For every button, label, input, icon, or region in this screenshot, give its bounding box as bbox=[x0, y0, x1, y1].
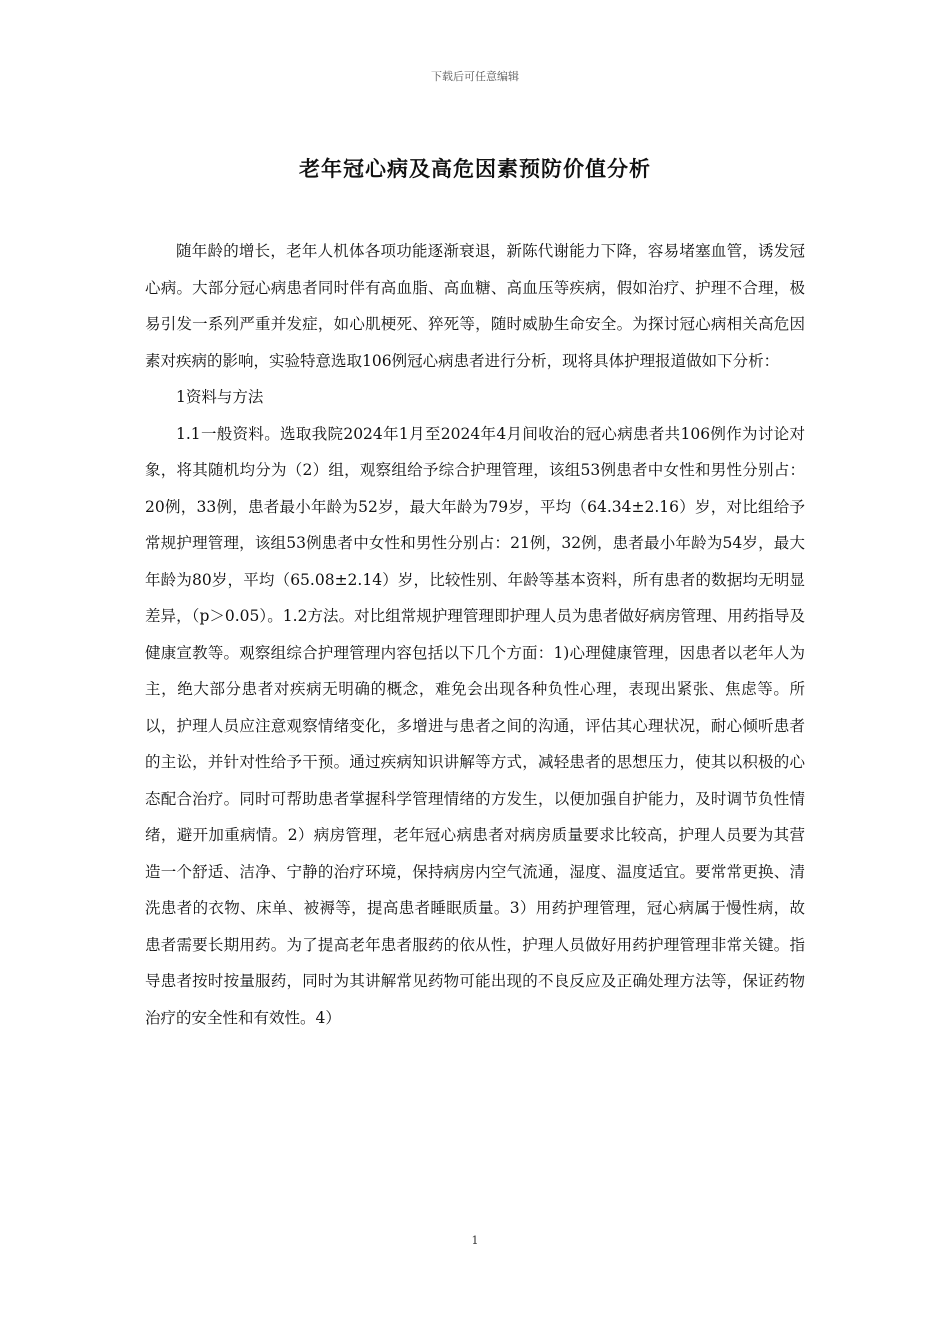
document-title: 老年冠心病及高危因素预防价值分析 bbox=[299, 157, 651, 181]
paragraph-intro: 随年龄的增长，老年人机体各项功能逐渐衰退，新陈代谢能力下降，容易堵塞血管，诱发冠心病。大部分冠心病患者同时伴有高血脂、高血糖、高血压等疾病，假如治疗、护理不合理，极易引发一系列严重并发症，如心肌梗死、猝死等，随时威胁生命安全。为探讨冠心病相关高危因素对疾病的影响，实验特意选取106例冠心病患者进行分析，现将具体护理报道做如下分析： bbox=[145, 242, 805, 370]
document-body bbox=[145, 233, 805, 1036]
paragraph-general-data: 1.1一般资料。选取我院2024年1月至2024年4月间收治的冠心病患者共106例作为讨论对象，将其随机均分为（2）组，观察组给予综合护理管理，该组53例患者中女性和男性分别占：20例，33例，患者最小年龄为52岁，最大年龄为79岁，平均（64.34±2.16）岁，对比组给予常规护理管理，该组53例患者中女性和男性分别占：21例，32例，患者最小年龄为54岁，最大年龄为80岁，平均（65.08±2.14）岁，比较性别、年龄等基本资料，所有患者的数据均无明显差异，（p＞0.05）。1.2方法。对比组常规护理管理即护理人员为患者做好病房管理、用药指导及健康宣教等。观察组综合护理管理内容包括以下几个方面：1)心理健康管理，因患者以老年人为主，绝大部分患者对疾病无明确的概念，难免会出现各种负性心理，表现出紧张、焦虑等。所以，护理人员应注意观察情绪变化，多增进与患者之间的沟通，评估其心理状况，耐心倾听患者的主讼，并针对性给予干预。通过疾病知识讲解等方式，减轻患者的思想压力，使其以积极的心态配合治疗。同时可帮助患者掌握科学管理情绪的方发生，以便加强自护能力，及时调节负性情绪，避开加重病情。2）病房管理，老年冠心病患者对病房质量要求比较高，护理人员要为其营造一个舒适、洁净、宁静的治疗环境，保持病房内空气流通，湿度、温度适宜。要常常更换、清洗患者的衣物、床单、被褥等，提高患者睡眠质量。3）用药护理管理，冠心病属于慢性病，故患者需要长期用药。为了提高老年患者服药的依从性，护理人员做好用药护理管理非常关键。指导患者按时按量服药，同时为其讲解常见药物可能出现的不良反应及正确处理方法等，保证药物治疗的安全性和有效性。4） bbox=[145, 424, 805, 1027]
page-number: 1 bbox=[471, 1234, 479, 1247]
header-note: 下载后可任意编辑 bbox=[431, 70, 519, 83]
section-heading-materials-methods: 1资料与方法 bbox=[176, 388, 264, 406]
